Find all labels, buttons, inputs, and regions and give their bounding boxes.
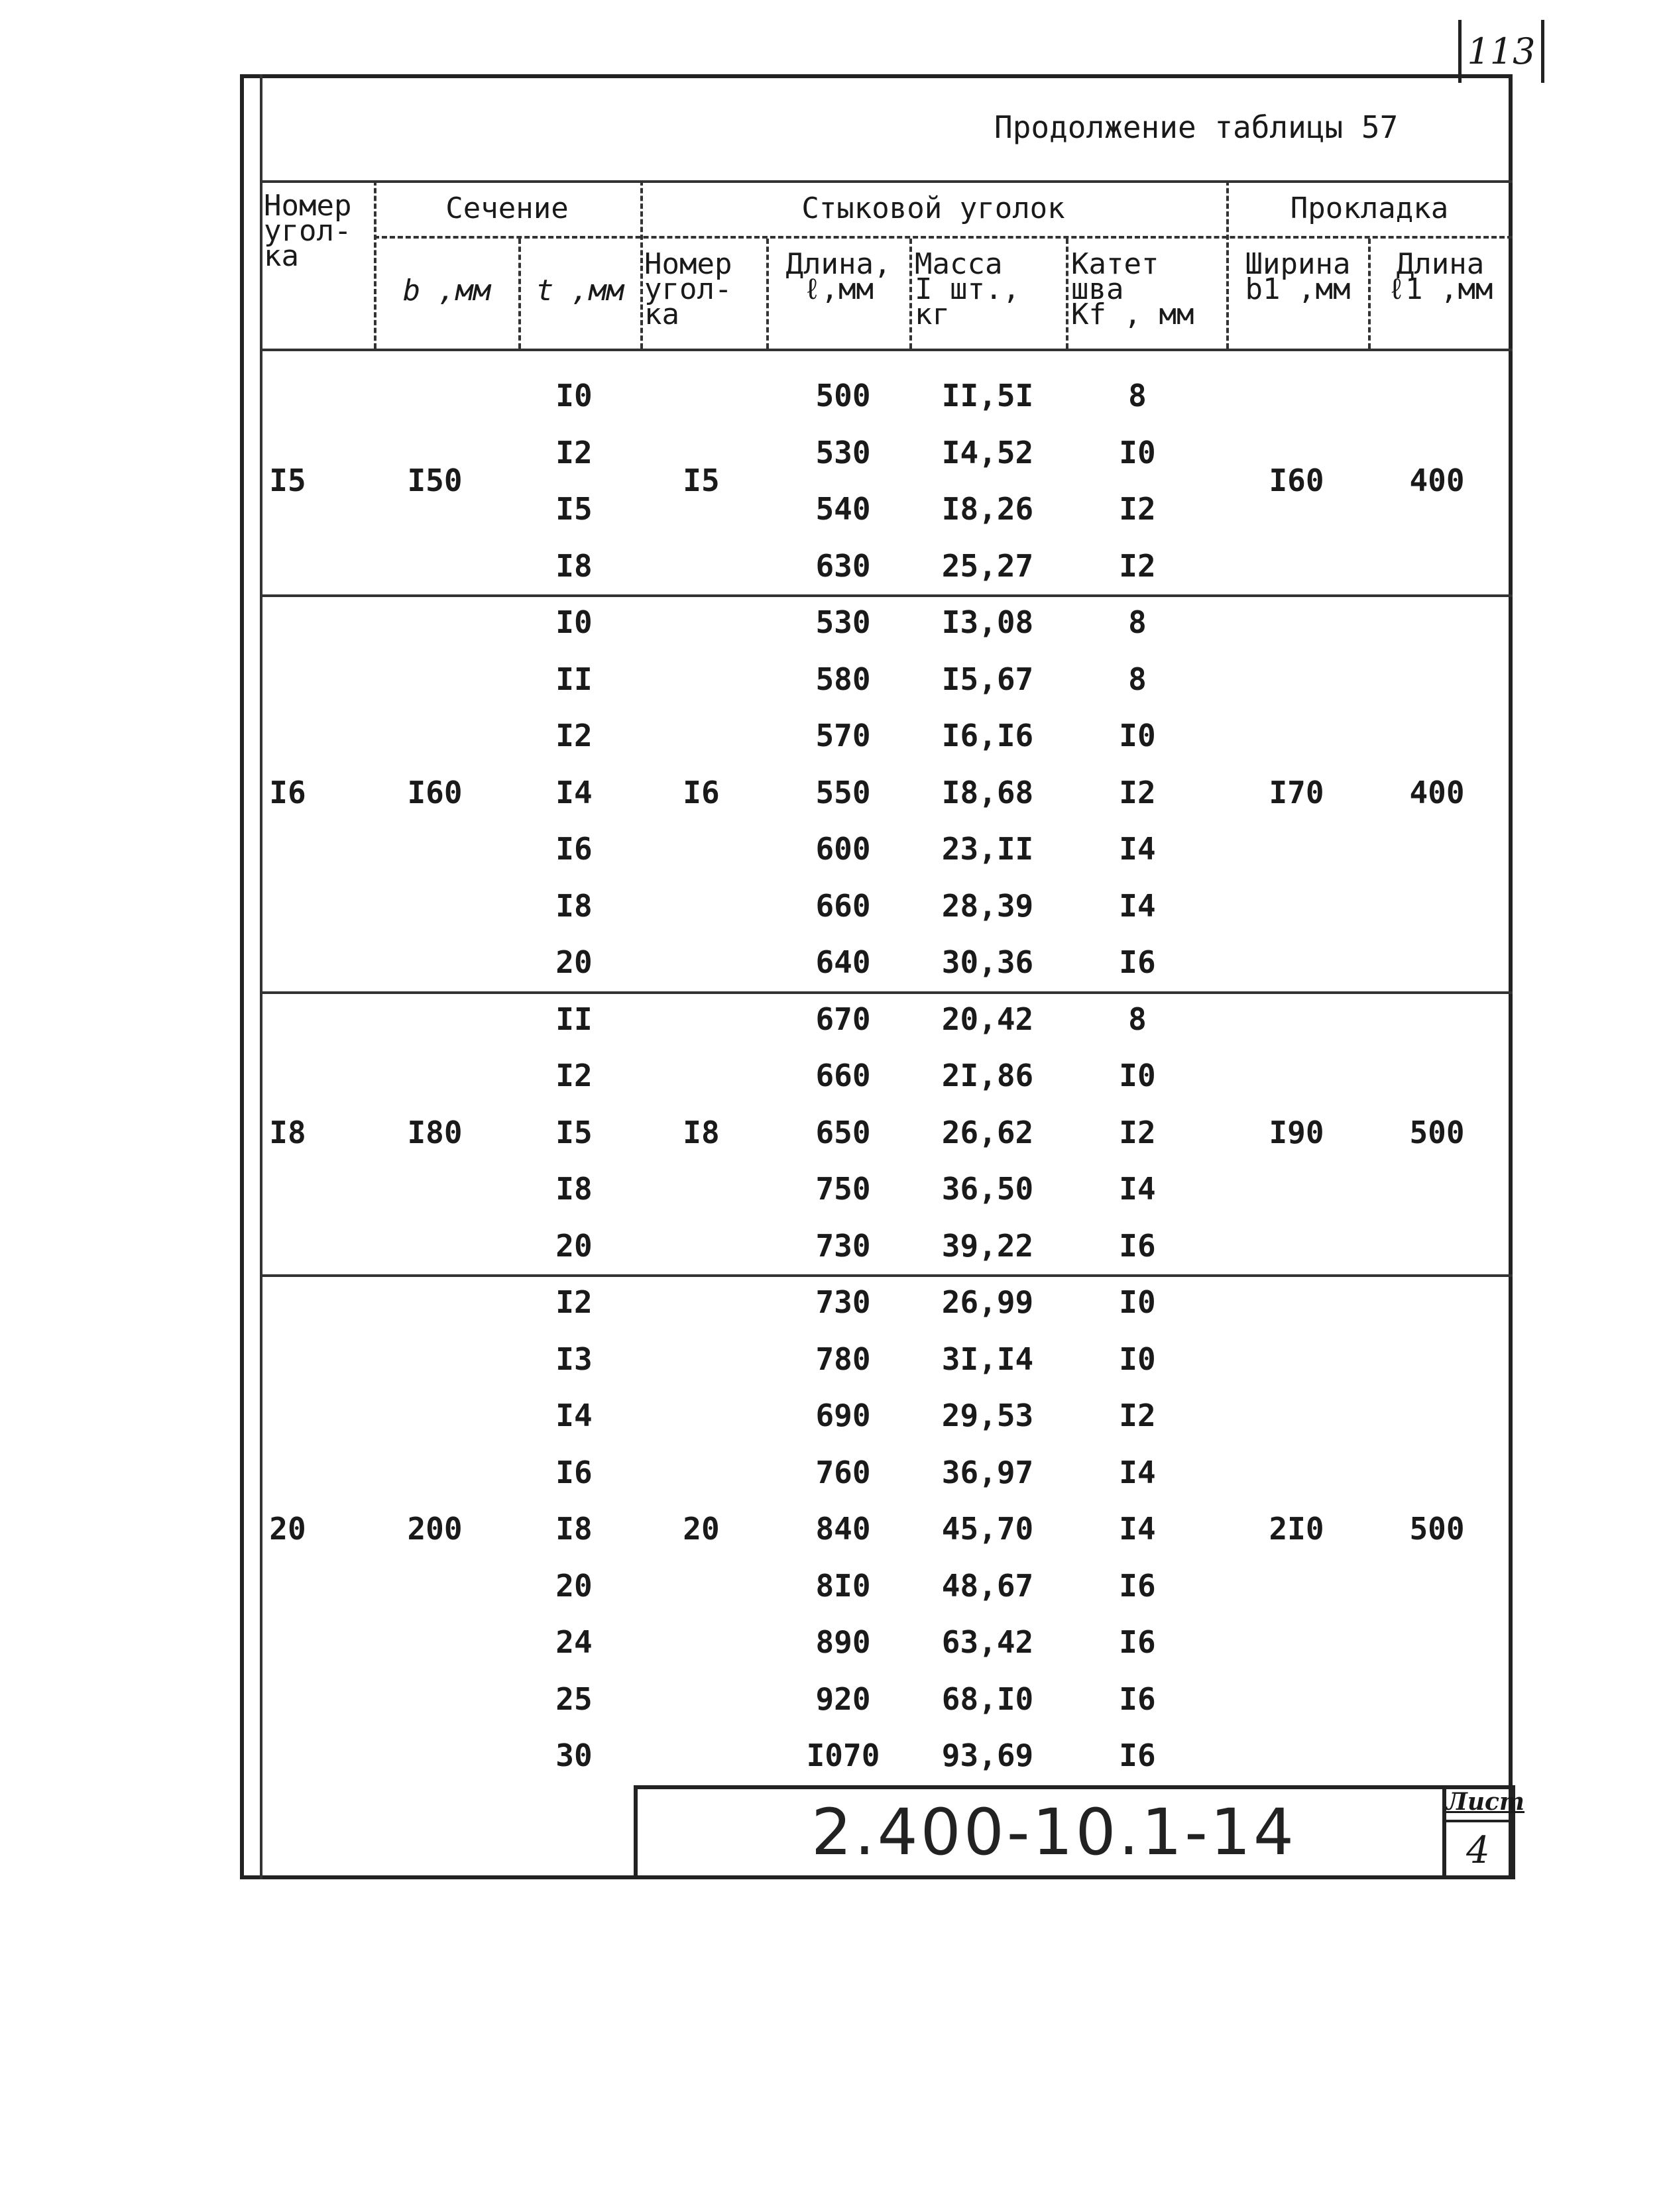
group-width: I60 — [1269, 463, 1324, 499]
cell-mass: II,5I — [941, 378, 1034, 414]
cell-mass: 93,69 — [941, 1738, 1034, 1773]
cell-len: 600 — [815, 831, 871, 867]
cell-len: 580 — [815, 661, 871, 697]
cell-k: 8 — [1128, 661, 1147, 697]
header-b: b ,мм — [402, 274, 491, 307]
group-width: 2I0 — [1269, 1511, 1324, 1547]
group-g-length: 500 — [1409, 1511, 1465, 1547]
cell-mass: 3I,I4 — [941, 1341, 1034, 1377]
cell-t: I4 — [555, 774, 593, 810]
group-b: I80 — [407, 1114, 463, 1150]
cell-k: 8 — [1128, 1001, 1147, 1037]
group-butt: I6 — [683, 774, 720, 810]
header-divider-8 — [1368, 239, 1371, 349]
cell-len: 730 — [815, 1284, 871, 1320]
header-butt-angle-group: Стыковой уголок — [801, 192, 1065, 225]
cell-t: II — [555, 1001, 593, 1037]
cell-mass: 63,42 — [941, 1624, 1034, 1660]
cell-k: I0 — [1119, 1341, 1156, 1377]
group-separator — [260, 991, 1513, 994]
cell-k: I6 — [1119, 1567, 1156, 1604]
document-code: 2.400-10.1-14 — [811, 1795, 1296, 1869]
cell-mass: 36,97 — [941, 1454, 1034, 1490]
cell-mass: I5,67 — [941, 661, 1034, 697]
cell-t: I8 — [555, 1511, 593, 1547]
cell-k: I6 — [1119, 1624, 1156, 1660]
cell-len: 760 — [815, 1454, 871, 1490]
cell-k: I4 — [1119, 1511, 1156, 1547]
group-butt: 20 — [683, 1511, 720, 1547]
sheet-label: Лист — [1446, 1788, 1525, 1816]
cell-mass: 2I,86 — [941, 1058, 1034, 1093]
cell-mass: I4,52 — [941, 434, 1034, 470]
group-angle: I8 — [269, 1114, 306, 1150]
header-top-rule — [260, 180, 1513, 183]
header-butt-number: Номер угол- ка — [644, 247, 732, 331]
header-t: t ,мм — [536, 274, 624, 307]
cell-mass: I8,26 — [941, 491, 1034, 527]
cell-mass: 39,22 — [941, 1227, 1034, 1264]
cell-t: I5 — [555, 1114, 593, 1150]
cell-t: I8 — [555, 547, 593, 584]
cell-k: I2 — [1119, 1114, 1156, 1150]
group-g-length: 400 — [1409, 774, 1465, 810]
cell-mass: I6,I6 — [941, 718, 1034, 753]
cell-len: 530 — [815, 434, 871, 470]
cell-t: II — [555, 661, 593, 697]
group-angle: 20 — [269, 1511, 306, 1547]
cell-t: I5 — [555, 491, 593, 527]
cell-t: 30 — [555, 1738, 593, 1773]
group-g-length: 500 — [1409, 1114, 1465, 1150]
sheet-cell-divider — [1442, 1820, 1513, 1822]
header-divider-4 — [766, 239, 769, 349]
cell-t: I8 — [555, 887, 593, 924]
header-divider-7 — [1226, 180, 1229, 349]
page-number: 113 — [1458, 20, 1544, 83]
cell-k: I6 — [1119, 1227, 1156, 1264]
header-divider-6 — [1066, 239, 1068, 349]
cell-t: 24 — [555, 1624, 593, 1660]
cell-k: 8 — [1128, 378, 1147, 414]
group-width: I90 — [1269, 1114, 1324, 1150]
table-caption: Продолжение таблицы 57 — [994, 109, 1399, 145]
page-frame — [240, 74, 1525, 1879]
header-mid-rule — [374, 236, 1513, 239]
cell-t: I2 — [555, 718, 593, 753]
cell-len: 730 — [815, 1227, 871, 1264]
cell-len: 650 — [815, 1114, 871, 1150]
header-angle-number: Номер угол- ка — [264, 189, 352, 273]
cell-k: I0 — [1119, 434, 1156, 470]
cell-mass: 20,42 — [941, 1001, 1034, 1037]
cell-len: 530 — [815, 604, 871, 640]
cell-t: I6 — [555, 1454, 593, 1490]
cell-len: 640 — [815, 944, 871, 980]
frame-inner-line — [260, 74, 262, 1879]
group-separator — [260, 594, 1513, 597]
cell-len: I070 — [806, 1738, 880, 1773]
cell-mass: I3,08 — [941, 604, 1034, 640]
cell-len: 500 — [815, 378, 871, 414]
cell-len: 540 — [815, 491, 871, 527]
header-gasket-length: Длина ℓ1 ,мм — [1387, 247, 1493, 306]
cell-mass: 26,62 — [941, 1114, 1034, 1150]
cell-mass: 36,50 — [941, 1171, 1034, 1207]
group-b: I50 — [407, 463, 463, 499]
cell-k: I2 — [1119, 547, 1156, 584]
cell-len: 920 — [815, 1681, 871, 1717]
cell-t: I4 — [555, 1398, 593, 1433]
cell-k: I2 — [1119, 1398, 1156, 1433]
cell-len: 890 — [815, 1624, 871, 1660]
header-divider-5 — [909, 239, 912, 349]
group-butt: I5 — [683, 463, 720, 499]
cell-k: I6 — [1119, 944, 1156, 980]
group-b: 200 — [407, 1511, 463, 1547]
cell-mass: 28,39 — [941, 887, 1034, 924]
cell-mass: 29,53 — [941, 1398, 1034, 1433]
cell-k: I6 — [1119, 1738, 1156, 1773]
cell-len: 630 — [815, 547, 871, 584]
header-bottom-rule — [260, 349, 1513, 351]
cell-k: I4 — [1119, 1454, 1156, 1490]
cell-t: 20 — [555, 944, 593, 980]
cell-k: I4 — [1119, 1171, 1156, 1207]
header-width: Ширина b1 ,мм — [1245, 247, 1351, 306]
cell-len: 660 — [815, 887, 871, 924]
cell-k: 8 — [1128, 604, 1147, 640]
cell-len: 660 — [815, 1058, 871, 1093]
cell-mass: I8,68 — [941, 774, 1034, 810]
header-divider-2 — [518, 239, 521, 349]
cell-k: I0 — [1119, 718, 1156, 753]
cell-mass: 68,I0 — [941, 1681, 1034, 1717]
cell-len: 550 — [815, 774, 871, 810]
cell-k: I2 — [1119, 491, 1156, 527]
group-width: I70 — [1269, 774, 1324, 810]
header-weld: Катет шва Kf , мм — [1071, 247, 1194, 331]
cell-t: 20 — [555, 1567, 593, 1604]
cell-t: I8 — [555, 1171, 593, 1207]
cell-k: I6 — [1119, 1681, 1156, 1717]
group-butt: I8 — [683, 1114, 720, 1150]
cell-mass: 30,36 — [941, 944, 1034, 980]
sheet-number: 4 — [1466, 1828, 1490, 1872]
group-g-length: 400 — [1409, 463, 1465, 499]
cell-t: I2 — [555, 434, 593, 470]
cell-k: I2 — [1119, 774, 1156, 810]
header-section-group: Сечение — [445, 192, 569, 225]
group-b: I60 — [407, 774, 463, 810]
cell-mass: 48,67 — [941, 1567, 1034, 1604]
cell-k: I0 — [1119, 1284, 1156, 1320]
cell-len: 750 — [815, 1171, 871, 1207]
group-angle: I6 — [269, 774, 306, 810]
cell-t: I6 — [555, 831, 593, 867]
group-separator — [260, 1274, 1513, 1277]
cell-mass: 25,27 — [941, 547, 1034, 584]
cell-t: 25 — [555, 1681, 593, 1717]
cell-t: 20 — [555, 1227, 593, 1264]
cell-len: 670 — [815, 1001, 871, 1037]
group-angle: I5 — [269, 463, 306, 499]
cell-len: 840 — [815, 1511, 871, 1547]
header-divider-3 — [640, 180, 643, 349]
cell-k: I4 — [1119, 831, 1156, 867]
cell-len: 8I0 — [815, 1567, 871, 1604]
cell-len: 780 — [815, 1341, 871, 1377]
cell-t: I0 — [555, 378, 593, 414]
cell-mass: 26,99 — [941, 1284, 1034, 1320]
cell-mass: 23,II — [941, 831, 1034, 867]
cell-t: I2 — [555, 1284, 593, 1320]
cell-t: I3 — [555, 1341, 593, 1377]
cell-len: 690 — [815, 1398, 871, 1433]
header-divider-1 — [374, 180, 376, 349]
cell-len: 570 — [815, 718, 871, 753]
header-mass: Масса I шт., кг — [915, 247, 1020, 331]
cell-t: I2 — [555, 1058, 593, 1093]
cell-mass: 45,70 — [941, 1511, 1034, 1547]
cell-k: I0 — [1119, 1058, 1156, 1093]
cell-k: I4 — [1119, 887, 1156, 924]
header-gasket-group: Прокладка — [1290, 192, 1449, 225]
header-length: Длина, ℓ,мм — [785, 247, 891, 306]
cell-t: I0 — [555, 604, 593, 640]
